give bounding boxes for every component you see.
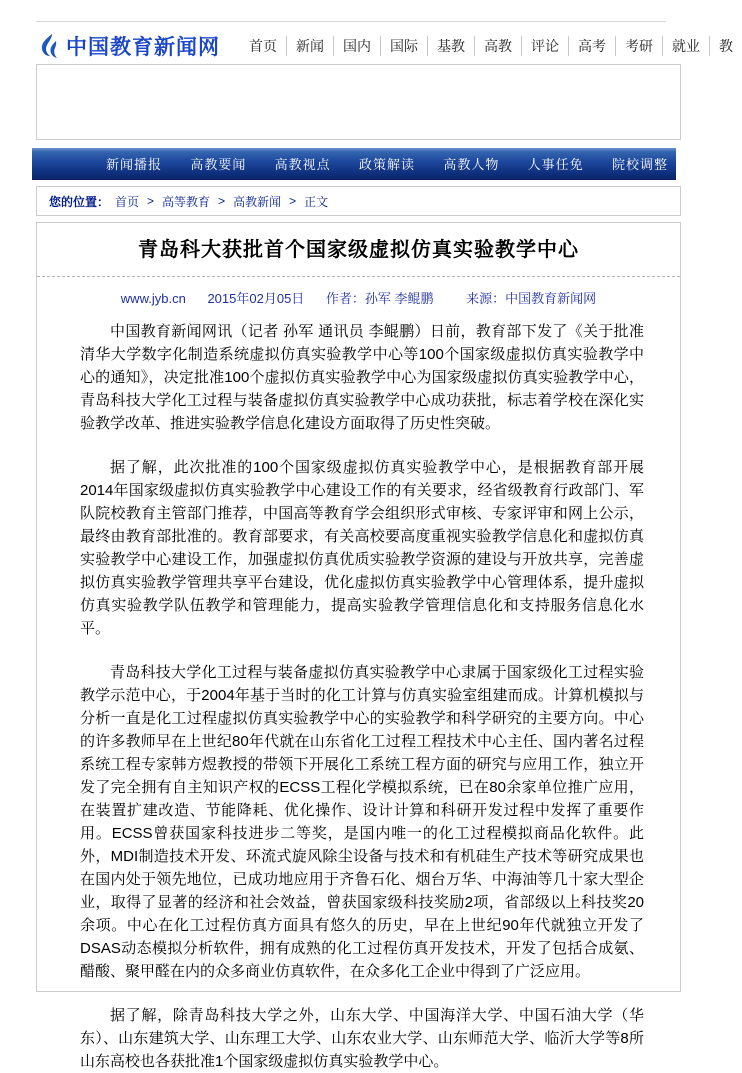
breadcrumb-separator: > (218, 194, 226, 208)
article-paragraph: 据了解，除青岛科技大学之外，山东大学、中国海洋大学、中国石油大学（华东）、山东建筑大学、山东理工大学、山东农业大学、山东师范大学、临沂大学等8所山东高校也各获批准1个国家级虚拟仿真实验教学中心。 (80, 1007, 644, 1070)
breadcrumb-separator: > (147, 194, 155, 208)
title-dashed-divider (37, 276, 680, 277)
logo-flame-icon (36, 33, 60, 59)
breadcrumb-label: 您的位置： (49, 194, 110, 209)
channel-nav-item[interactable]: 高教视点 (274, 157, 331, 172)
meta-date: 2015年02月05日 (207, 291, 305, 306)
article-paragraph: 据了解，此次批准的100个国家级虚拟仿真实验教学中心，是根据教育部开展2014年国家级虚拟仿真实验教学中心建设工作的有关要求，经省级教育行政部门、军队院校教育主管部门推荐，中国高等教育学会组织形式审核、专家评审和网上公示，最终由教育部批准的。教育部要求，有关高校要高度重视实验教学信息化和虚拟仿真实验教学中心建设工作，加强虚拟仿真优质实验教学资源的建设与开放共享，完善虚拟仿真实验教学管理共享平台建设，优化虚拟仿真实验教学中心管理体系，提升虚拟仿真实验教学队伍教学和管理能力，提高实验教学管理信息化和支持服务信息化水平。 (80, 459, 644, 637)
channel-nav-item[interactable]: 政策解读 (358, 157, 415, 172)
article-body (37, 307, 680, 1073)
top-nav-item[interactable]: 考研 (615, 36, 662, 56)
article-title: 青岛科大获批首个国家级虚拟仿真实验教学中心 (138, 239, 579, 261)
top-nav-item[interactable]: 国际 (380, 36, 427, 56)
top-nav-item[interactable]: 首页 (249, 38, 277, 54)
article-meta (37, 288, 680, 307)
article-container (36, 222, 681, 1070)
breadcrumb-item-gaojiao-news[interactable]: 高教新闻 (233, 194, 282, 209)
article-paragraph: 青岛科技大学化工过程与装备虚拟仿真实验教学中心隶属于国家级化工过程实验教学示范中心，于2004年基于当时的化工计算与仿真实验室组建而成。计算机模拟与分析一直是化工过程虚拟仿真实验教学中心的实验教学和科学研究的主要方向。中心的许多教师早在上世纪80年代就在山东省化工过程工程技术中心主任、国内著名过程系统工程专家韩方煜教授的带领下开展化工系统工程方面的研究与应用工作，独立开发了完全拥有自主知识产权的ECSS工程化学模拟系统，已在80余家单位推广应用，在装置扩建改造、节能降耗、优化操作、设计计算和科研开发过程中发挥了重要作用。ECSS曾获国家科技进步二等奖，是国内唯一的化工过程模拟商品化软件。此外，MDI制造技术开发、环流式旋风除尘设备与技术和有机硅生产技术等研究成果也在国内处于领先地位，已成功地应用于齐鲁石化、烟台万华、中海油等几十家大型企业，取得了显著的经济和社会效益，曾获国家级科技奖励2项，省部级以上科技奖20余项。中心在化工过程仿真方面具有悠久的历史，早在上世纪90年代就独立开发了DSAS动态模拟分析软件，拥有成熟的化工过程仿真开发技术，开发了包括合成氨、醋酸、聚甲醛在内的众多商业仿真软件，在众多化工企业中得到了广泛应用。 (80, 664, 644, 980)
meta-author: 作者：孙军 李鲲鹏 (325, 291, 434, 306)
channel-nav-item[interactable]: 高教要闻 (190, 157, 247, 172)
top-nav-item[interactable]: 高教 (474, 36, 521, 56)
top-divider (36, 21, 666, 22)
top-nav-item[interactable]: 教 (709, 36, 742, 56)
channel-nav-item[interactable]: 院校调整 (611, 157, 668, 172)
article-paragraph: 中国教育新闻网讯（记者 孙军 通讯员 李鲲鹏）日前，教育部下发了《关于批准清华大学数字化制造系统虚拟仿真实验教学中心等100个国家级虚拟仿真实验教学中心的通知》，决定批准100个虚拟仿真实验教学中心为国家级虚拟仿真实验教学中心，青岛科技大学化工过程与装备虚拟仿真实验教学中心成功获批，标志着学校在深化实验教学改革、推进实验教学信息化建设方面取得了历史性突破。 (80, 323, 644, 432)
channel-nav-bar (32, 148, 676, 180)
breadcrumb-item-home[interactable]: 首页 (115, 194, 140, 209)
site-logo[interactable] (36, 31, 220, 61)
top-nav-item[interactable]: 国内 (333, 36, 380, 56)
meta-source: 来源：中国教育新闻网 (466, 291, 597, 306)
top-nav-item[interactable]: 新闻 (286, 36, 333, 56)
breadcrumb-item-current: 正文 (304, 194, 329, 209)
site-logo-text: 中国教育新闻网 (66, 36, 220, 59)
ad-banner-placeholder (36, 64, 681, 140)
channel-nav-item[interactable]: 高教人物 (443, 157, 500, 172)
site-header (36, 28, 733, 64)
channel-nav-item[interactable]: 人事任免 (527, 157, 584, 172)
top-nav-item[interactable]: 高考 (568, 36, 615, 56)
top-nav-item[interactable]: 就业 (662, 36, 709, 56)
top-nav-item[interactable]: 基教 (427, 36, 474, 56)
meta-site: www.jyb.cn (120, 291, 186, 306)
channel-nav-item[interactable]: 新闻播报 (106, 157, 163, 172)
breadcrumb (36, 186, 681, 216)
top-nav-item[interactable]: 评论 (521, 36, 568, 56)
breadcrumb-separator: > (289, 194, 297, 208)
breadcrumb-item-higher-ed[interactable]: 高等教育 (162, 194, 211, 209)
top-nav (240, 36, 742, 56)
